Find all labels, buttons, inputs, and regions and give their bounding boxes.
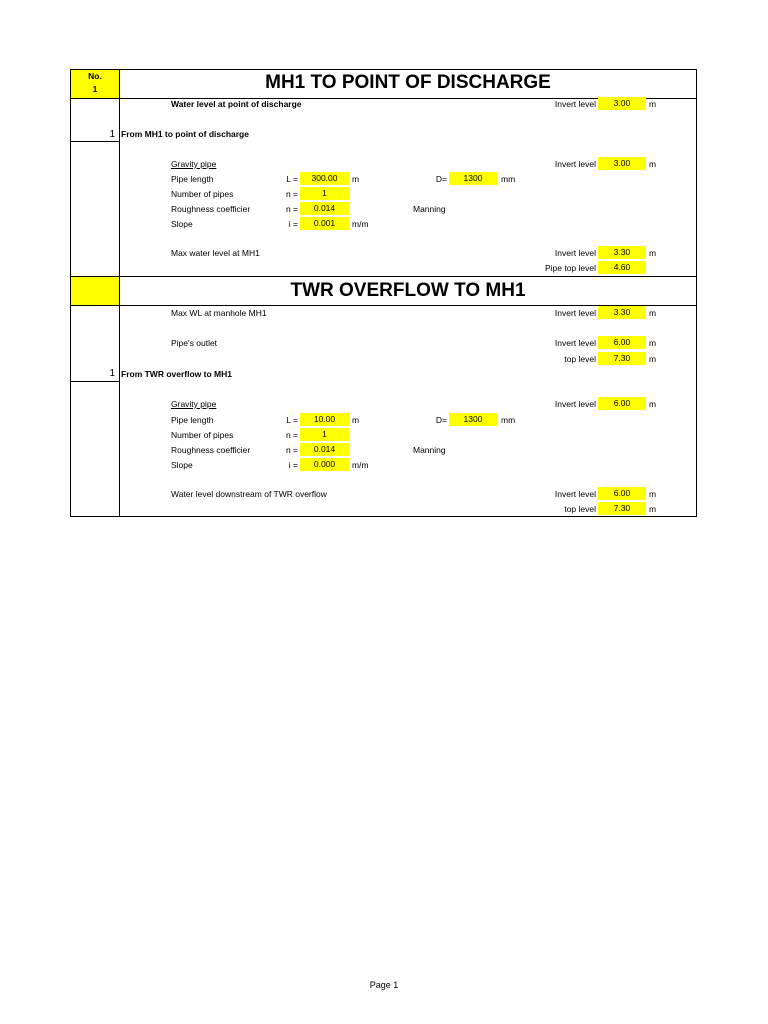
invert-level-value: 3.30	[598, 306, 646, 319]
diameter-unit: mm	[501, 415, 516, 425]
diameter-unit: mm	[501, 174, 516, 184]
invert-level-label: Invert level	[554, 338, 596, 348]
pipe-length-value: 10.00	[300, 413, 349, 426]
number-of-pipes-value: 1	[300, 187, 349, 200]
slope-value: 0.000	[300, 458, 349, 471]
roughness-symbol: n =	[285, 445, 298, 455]
number-value: 1	[92, 84, 98, 94]
divider	[70, 276, 697, 277]
diameter-value: 1300	[449, 172, 497, 185]
gravity-pipe-label: Gravity pipe	[171, 399, 217, 409]
unit-m: m	[649, 338, 657, 348]
manning-label: Manning	[413, 204, 446, 214]
invert-level-value: 3.30	[598, 246, 646, 259]
diameter-value: 1300	[449, 413, 497, 426]
max-wl-manhole-label: Max WL at manhole MH1	[171, 308, 267, 318]
length-unit: m	[352, 415, 360, 425]
unit-m: m	[649, 308, 657, 318]
manning-label: Manning	[413, 445, 446, 455]
row-title: From TWR overflow to MH1	[121, 369, 232, 379]
invert-level-value: 6.00	[598, 397, 646, 410]
roughness-label: Roughness coefficier	[171, 204, 251, 214]
row-number: 1	[109, 129, 115, 140]
pipe-length-value: 300.00	[300, 172, 349, 185]
pipe-top-level-value: 4.60	[598, 261, 646, 274]
slope-label: Slope	[171, 219, 193, 229]
slope-unit: m/m	[352, 460, 369, 470]
slope-symbol: i =	[288, 219, 298, 229]
unit-m: m	[649, 99, 657, 109]
top-level-label: top level	[564, 504, 596, 514]
unit-m: m	[649, 399, 657, 409]
gravity-pipe-label: Gravity pipe	[171, 159, 217, 169]
diameter-symbol: D=	[435, 415, 447, 425]
row-underline	[70, 141, 119, 142]
section-title-2: TWR OVERFLOW TO MH1	[290, 280, 526, 301]
section-title-1: MH1 TO POINT OF DISCHARGE	[265, 72, 551, 93]
max-water-level-label: Max water level at MH1	[171, 248, 260, 258]
pipe-length-label: Pipe length	[171, 415, 214, 425]
pipes-outlet-label: Pipe's outlet	[171, 338, 218, 348]
invert-level-label: Invert level	[554, 248, 596, 258]
invert-level-value: 3.00	[598, 97, 646, 110]
unit-m: m	[649, 489, 657, 499]
unit-m: m	[649, 248, 657, 258]
row-title: From MH1 to point of discharge	[121, 129, 249, 139]
number-of-pipes-value: 1	[300, 428, 349, 441]
row-underline	[70, 381, 119, 382]
row-number: 1	[109, 368, 115, 379]
slope-symbol: i =	[288, 460, 298, 470]
invert-level-label: Invert level	[554, 399, 596, 409]
number-header-cell	[71, 277, 119, 305]
number-of-pipes-label: Number of pipes	[171, 189, 234, 199]
length-symbol: L =	[286, 174, 298, 184]
unit-m: m	[649, 159, 657, 169]
invert-level-label: Invert level	[554, 489, 596, 499]
unit-m: m	[649, 354, 657, 364]
invert-level-label: Invert level	[554, 308, 596, 318]
invert-level-label: Invert level	[554, 159, 596, 169]
top-level-label: top level	[564, 354, 596, 364]
roughness-value: 0.014	[300, 443, 349, 456]
unit-m: m	[649, 504, 657, 514]
invert-level-label: Invert level	[554, 99, 596, 109]
invert-level-value: 6.00	[598, 336, 646, 349]
pipe-length-label: Pipe length	[171, 174, 214, 184]
page-number: Page 1	[369, 980, 399, 990]
diameter-symbol: D=	[435, 174, 447, 184]
water-level-discharge-label: Water level at point of discharge	[171, 99, 302, 109]
length-symbol: L =	[286, 415, 298, 425]
water-level-downstream-label: Water level downstream of TWR overflow	[171, 489, 327, 499]
roughness-value: 0.014	[300, 202, 349, 215]
slope-value: 0.001	[300, 217, 349, 230]
pipe-top-level-label: Pipe top level	[544, 263, 596, 273]
invert-level-value: 6.00	[598, 487, 646, 500]
n-symbol: n =	[285, 189, 298, 199]
length-unit: m	[352, 174, 360, 184]
slope-unit: m/m	[352, 219, 369, 229]
roughness-symbol: n =	[285, 204, 298, 214]
invert-level-value: 3.00	[598, 157, 646, 170]
number-label: No.	[88, 71, 102, 81]
slope-label: Slope	[171, 460, 193, 470]
n-symbol: n =	[285, 430, 298, 440]
top-level-value: 7.30	[598, 502, 646, 515]
number-of-pipes-label: Number of pipes	[171, 430, 234, 440]
roughness-label: Roughness coefficier	[171, 445, 251, 455]
top-level-value: 7.30	[598, 352, 646, 365]
